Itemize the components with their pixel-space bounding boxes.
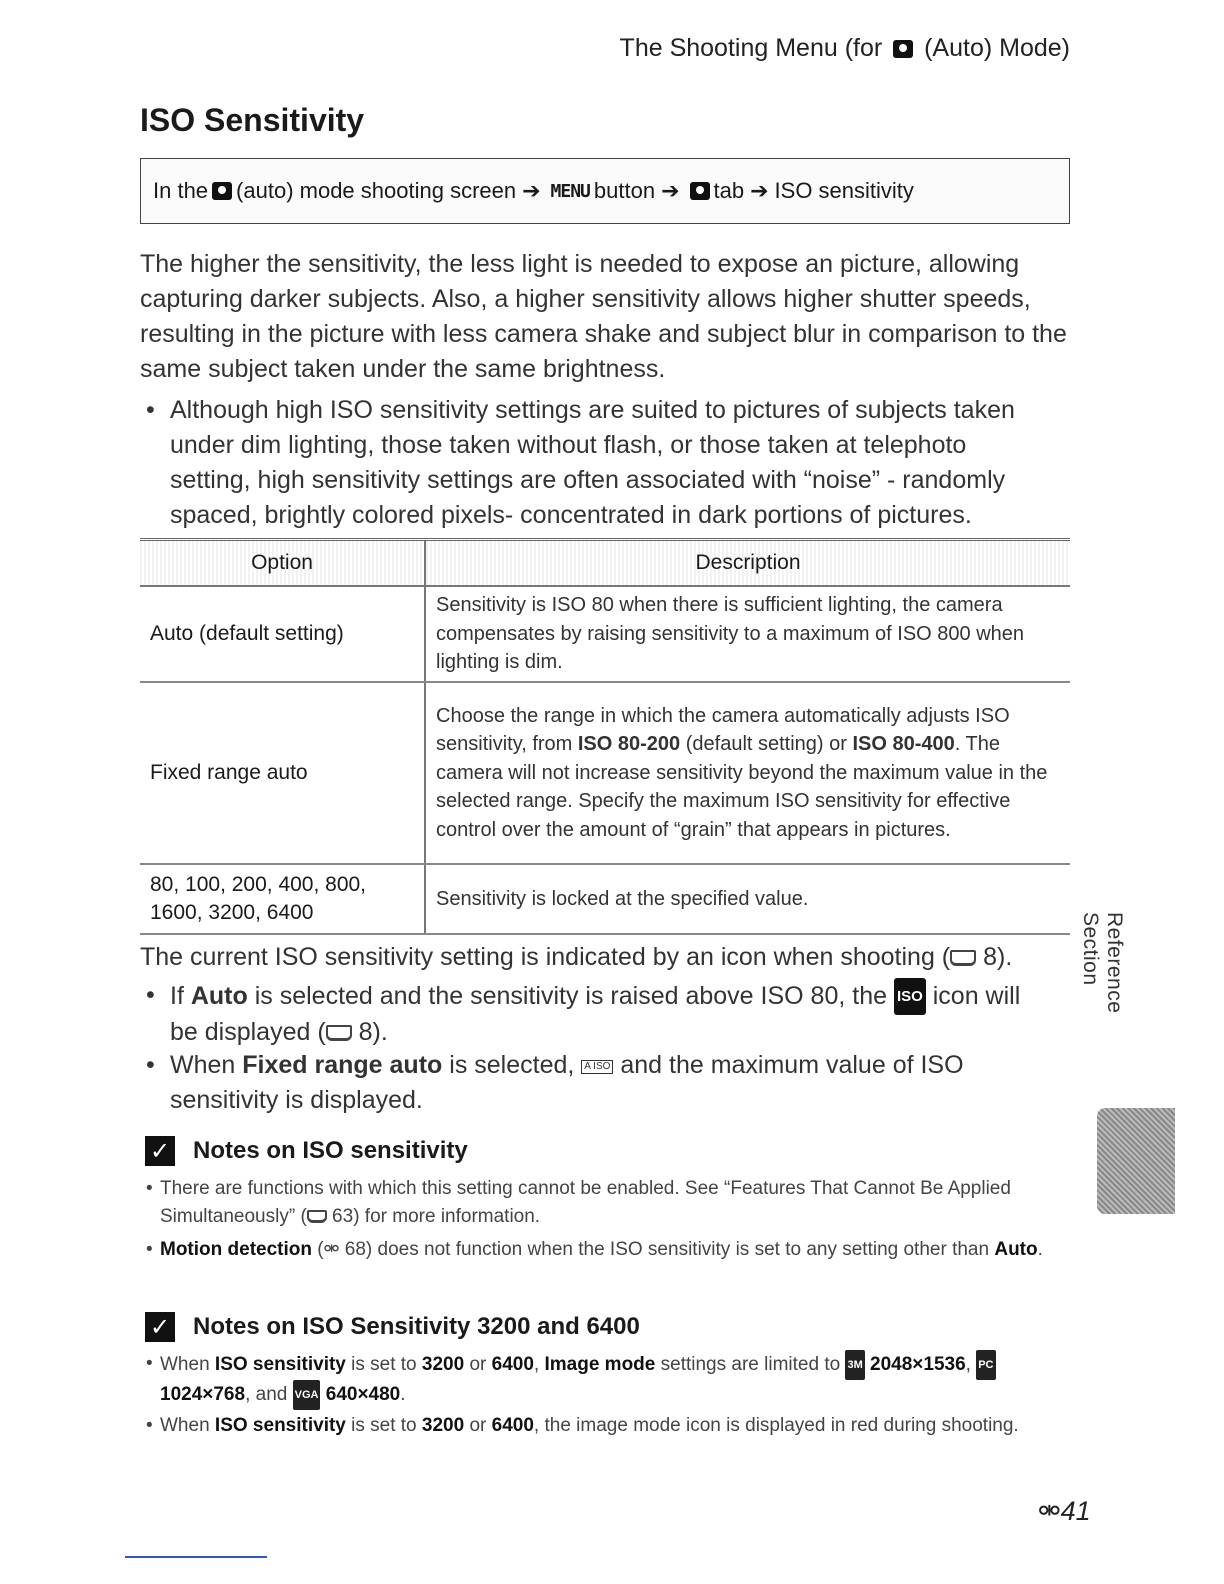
bullet-text: and the maximum value of ISO sensitivity is displayed. — [170, 1051, 964, 1114]
note-bold: 3200 — [421, 1415, 465, 1436]
header-text-end: (Auto) Mode) — [924, 34, 1070, 62]
reference-icon: ⚮ — [323, 1239, 340, 1260]
check-icon: ✓ — [145, 1136, 175, 1166]
arrow-right-icon: ➔ — [750, 178, 769, 203]
column-header-description: Description — [425, 540, 1070, 587]
column-header-option: Option — [140, 540, 425, 587]
note-bold: Auto — [994, 1239, 1038, 1260]
page-number — [1038, 1496, 1091, 1527]
bullet-bold: Auto — [190, 982, 248, 1010]
book-reference-icon — [307, 1210, 327, 1223]
menu-button-icon: MENU — [550, 180, 590, 202]
arrow-right-icon: ➔ — [661, 178, 680, 203]
note-text: , — [533, 1354, 545, 1375]
description-cell — [425, 682, 1070, 864]
bullet-text: is selected, — [442, 1051, 582, 1079]
image-mode-pc-icon: PC — [976, 1350, 995, 1380]
note-text: settings are limited to — [655, 1354, 846, 1375]
bullet-fixed-range — [146, 1048, 1046, 1118]
bullet-bold: Fixed range auto — [242, 1051, 443, 1079]
note-text: When — [160, 1354, 215, 1375]
notes-title: Notes on ISO sensitivity — [193, 1137, 468, 1164]
desc-text: (default setting) or — [680, 733, 853, 756]
note-text: , the image mode icon is displayed in red during shooting. — [533, 1415, 1019, 1436]
navigation-path-box — [140, 158, 1070, 224]
nav-text: ISO sensitivity — [774, 178, 914, 203]
note-text: 68) does not function when the ISO sensitivity is set to any setting other than — [339, 1239, 995, 1260]
side-section-label: Reference Section — [1079, 912, 1126, 1014]
note-bold: 6400 — [491, 1415, 534, 1436]
table-row — [140, 864, 1070, 934]
option-cell: 80, 100, 200, 400, 800, 1600, 3200, 6400 — [140, 864, 425, 934]
table-header-row — [140, 540, 1070, 587]
arrow-right-icon: ➔ — [522, 178, 541, 203]
note-text: or — [464, 1415, 492, 1436]
running-header — [620, 34, 1070, 63]
para-text: The current ISO sensitivity setting is indicated by an icon when shooting ( — [140, 943, 951, 971]
note-bold: Image mode — [544, 1354, 656, 1375]
bullet-auto — [146, 978, 1046, 1050]
bullet-text: If — [170, 982, 191, 1010]
bullet-text: 8). — [351, 1018, 388, 1046]
note-item — [146, 1412, 1066, 1440]
page-title: ISO Sensitivity — [140, 102, 365, 138]
notes-heading — [145, 1312, 640, 1342]
footer-rule — [125, 1556, 267, 1558]
nav-text: (auto) mode shooting screen — [236, 178, 517, 203]
note-text: is set to — [345, 1415, 422, 1436]
notes-title: Notes on ISO Sensitivity 3200 and 6400 — [193, 1313, 640, 1340]
option-cell: Fixed range auto — [140, 682, 425, 864]
note-bold: ISO sensitivity — [214, 1415, 346, 1436]
header-text: The Shooting Menu (for — [619, 34, 883, 62]
note-text: 63) for more information. — [326, 1206, 541, 1227]
iso-icon: ISO — [894, 978, 926, 1015]
camera-auto-icon — [893, 40, 913, 58]
note-text: There are functions with which this setting cannot be enabled. See “Features That Cannot Be Applied Simultaneously” ( — [160, 1178, 1011, 1227]
image-mode-vga-icon: VGA — [293, 1380, 321, 1410]
note-item — [146, 1350, 1066, 1410]
desc-bold: ISO 80-400 — [852, 733, 955, 756]
note-bold: 6400 — [491, 1354, 534, 1375]
bullet-text: When — [170, 1051, 243, 1079]
nav-text: In the — [153, 178, 209, 203]
note-bold: 640×480 — [325, 1384, 401, 1405]
note-text: . — [400, 1384, 406, 1405]
description-cell: Sensitivity is locked at the specified value. — [425, 864, 1070, 934]
check-icon: ✓ — [145, 1312, 175, 1342]
note-text: is set to — [345, 1354, 422, 1375]
note-text: , — [965, 1354, 977, 1375]
note-bold: Motion detection — [160, 1239, 312, 1260]
section-tab-marker — [1097, 1108, 1175, 1214]
book-reference-icon — [326, 1025, 352, 1041]
note-bold: ISO sensitivity — [214, 1354, 346, 1375]
desc-text: . The camera will not increase sensitivity beyond the maximum value in the selected range. Specify the maximum ISO sensitivity for effective control over the amount of “grain” that appears in pictures. — [436, 733, 1048, 841]
note-text: ( — [311, 1239, 324, 1260]
table-row — [140, 586, 1070, 682]
intro-paragraph: The higher the sensitivity, the less light is needed to expose an picture, allowing capturing darker subjects. Also, a higher sensitivity allows higher shutter speeds, resulting in the picture with less camera shake and subject blur in comparison to the same subject taken under the same brightness. — [140, 250, 1067, 383]
note-bold: 1024×768 — [160, 1384, 246, 1405]
para-text: 8). — [976, 943, 1013, 971]
desc-bold: ISO 80-200 — [577, 733, 681, 756]
fixed-range-iso-icon: A ISO — [581, 1060, 613, 1074]
camera-auto-icon — [690, 182, 710, 200]
book-reference-icon — [950, 950, 976, 966]
note-bold: 3200 — [421, 1354, 465, 1375]
note-item — [146, 1236, 1066, 1264]
note-text: When — [160, 1415, 215, 1436]
table-row — [140, 682, 1070, 864]
options-table — [140, 538, 1070, 935]
note-text: or — [464, 1354, 492, 1375]
description-cell: Sensitivity is ISO 80 when there is sufficient lighting, the camera compensates by raising sensitivity to a maximum of ISO 800 when lighting is dim. — [425, 586, 1070, 682]
note-bold: 2048×1536 — [870, 1354, 966, 1375]
camera-auto-icon — [212, 182, 232, 200]
bullet-text: icon will be displayed ( — [170, 982, 1021, 1046]
note-text: , and — [245, 1384, 293, 1405]
image-mode-3m-icon: 3M — [845, 1350, 864, 1380]
reference-section-icon: ⚮ — [1038, 1496, 1061, 1526]
note-item — [146, 1175, 1066, 1231]
page-number-text: 41 — [1060, 1496, 1091, 1526]
option-cell: Auto (default setting) — [140, 586, 425, 682]
nav-text: button — [593, 178, 656, 203]
notes-heading — [145, 1136, 468, 1166]
bullet-noise: • Although high ISO sensitivity settings are suited to pictures of subjects taken under dim lighting, those taken without flash, or those taken at telephoto setting, high sensitivity settings are often associated with “noise” - randomly spaced, brightly colored pixels- concentrated in dark portions of pictures. — [146, 393, 1046, 533]
nav-text: tab — [713, 178, 745, 203]
bullet-text: is selected and the sensitivity is raised above ISO 80, the — [247, 982, 894, 1010]
desc-text: Choose the range in which the camera automatically adjusts ISO sensitivity, from — [436, 704, 1010, 756]
note-text: . — [1037, 1239, 1043, 1260]
current-setting-paragraph — [140, 940, 1070, 974]
